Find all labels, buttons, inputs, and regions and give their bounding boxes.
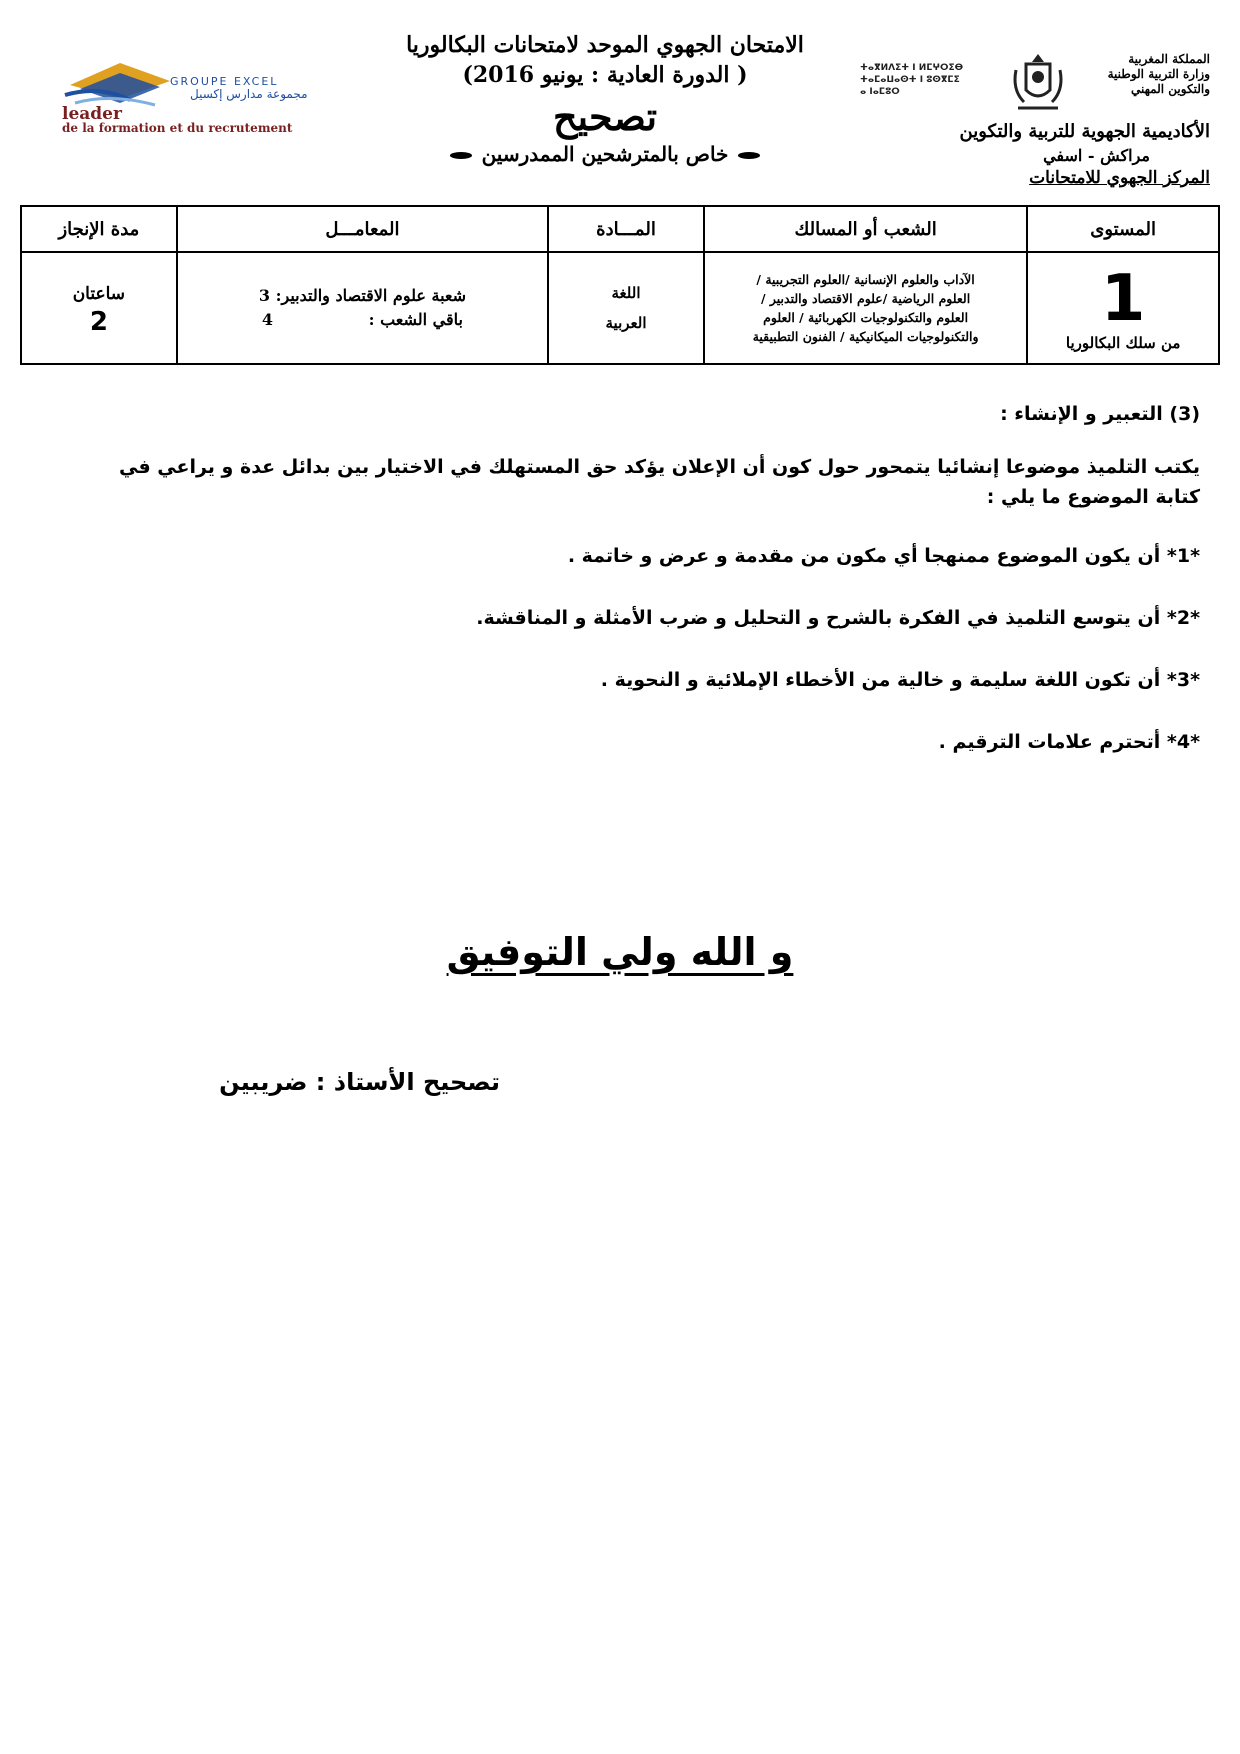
bullet-left-icon [738, 152, 760, 159]
header-level: المستوى [1027, 206, 1219, 252]
stream-line: والتكنولوجيات الميكانيكية / الفنون التطبيقية [752, 329, 979, 344]
ministry-tifinagh-line: ⵜⴰⴳⵍⴷⵉⵜ ⵏ ⵍⵎⵖⵔⵉⴱ [860, 63, 964, 73]
stream-line: الآداب والعلوم الإنسانية /العلوم التجريبية / [756, 272, 975, 287]
bullet-right-icon [450, 152, 472, 159]
exam-name: الامتحان الجهوي الموحد لامتحانات البكالوريا [406, 32, 804, 58]
school-logo [40, 55, 340, 145]
level-cell [1027, 252, 1219, 364]
level-text: من سلك البكالوريا [1065, 334, 1181, 352]
coefficient-line-economics [178, 284, 547, 308]
table-header-row [21, 206, 1219, 252]
exam-header [380, 30, 830, 168]
ministry-tifinagh [860, 62, 963, 98]
logo-brand-arabic: مجموعة مدارس إكسيل [190, 87, 308, 101]
stream-line: العلوم والتكنولوجيات الكهربائية / العلوم [763, 310, 969, 325]
duration-number: 2 [89, 307, 108, 337]
ministry-line: المملكة المغربية [1128, 52, 1210, 66]
header-duration: مدة الإنجاز [21, 206, 177, 252]
subject-cell [548, 252, 704, 364]
coefficient-value: 3 [258, 286, 270, 305]
section-title: (3) التعبير و الإنشاء : [1000, 403, 1200, 425]
ministry-block [860, 40, 1210, 190]
ministry-tifinagh-line: ⵜⴰⵎⴰⵡⴰⵙⵜ ⵏ ⵓⵙⴳⵎⵉ [860, 75, 960, 85]
logo-tagline-main: leader [62, 104, 122, 124]
section-intro: يكتب التلميذ موضوعا إنشائيا يتمحور حول كون أن الإعلان يؤكد حق المستهلك في الاختيار بين بدائل عدة و يراعي في كتابة الموضوع ما يلي : [119, 456, 1200, 508]
academy-name: الأكاديمية الجهوية للتربية والتكوين [959, 121, 1210, 142]
duration-text: ساعتان [72, 284, 126, 304]
criterion-item: *1* أن يكون الموضوع ممنهجا أي مكون من مقدمة و عرض و خاتمة . [567, 545, 1200, 567]
subject-line: اللغة [611, 284, 641, 302]
stream-line: العلوم الرياضية /علوم الاقتصاد والتدبير / [760, 291, 971, 306]
teacher-signature: تصحيح الأستاذ : ضريبين [219, 1068, 500, 1096]
ministry-tifinagh-line: ⴰ ⵏⴰⵎⵓⵔ [860, 87, 900, 97]
academy-city: مراكش - اسفي [1043, 146, 1150, 165]
level-number: 1 [1100, 262, 1146, 336]
criterion-item: *3* أن تكون اللغة سليمة و خالية من الأخطاء الإملائية و النحوية . [600, 669, 1200, 691]
criterion-item: *4* أتحترم علامات الترقيم . [938, 731, 1200, 753]
coefficient-label: شعبة علوم الاقتصاد والتدبير: [275, 286, 467, 305]
candidate-type [380, 140, 830, 168]
duration-cell [21, 252, 177, 364]
header-streams: الشعب أو المسالك [704, 206, 1027, 252]
ministry-line: وزارة التربية الوطنية [1107, 67, 1210, 81]
coefficient-line-others [178, 308, 547, 332]
royal-emblem-icon [1010, 50, 1066, 114]
logo-brand-latin: GROUPE EXCEL [170, 75, 279, 88]
correction-content [110, 400, 1200, 790]
header-subject: المـــادة [548, 206, 704, 252]
graduation-cap-logo-icon [60, 55, 180, 110]
closing-text: و الله ولي التوفيق [446, 930, 794, 974]
candidate-type-text: خاص بالمترشحين الممدرسين [481, 142, 729, 166]
ministry-line: والتكوين المهني [1131, 82, 1210, 96]
coefficient-label: باقي الشعب : [368, 310, 463, 329]
exam-session: ( الدورة العادية : يونيو 2016) [462, 62, 748, 88]
coefficient-cell [177, 252, 548, 364]
ministry-arabic [1108, 52, 1210, 97]
subject-line: العربية [605, 314, 647, 332]
exam-center: المركز الجهوي للامتحانات [1029, 168, 1210, 188]
page-title: تصحيح [552, 94, 658, 139]
header-coefficient: المعامـــل [177, 206, 548, 252]
criterion-item: *2* أن يتوسع التلميذ في الفكرة بالشرح و التحليل و ضرب الأمثلة و المناقشة. [476, 607, 1200, 629]
streams-cell [704, 252, 1027, 364]
coefficient-value: 4 [261, 310, 274, 329]
table-row [21, 252, 1219, 364]
exam-info-table [20, 205, 1220, 365]
closing-phrase [0, 930, 1240, 974]
logo-tagline-sub: de la formation et du recrutement [62, 121, 293, 135]
